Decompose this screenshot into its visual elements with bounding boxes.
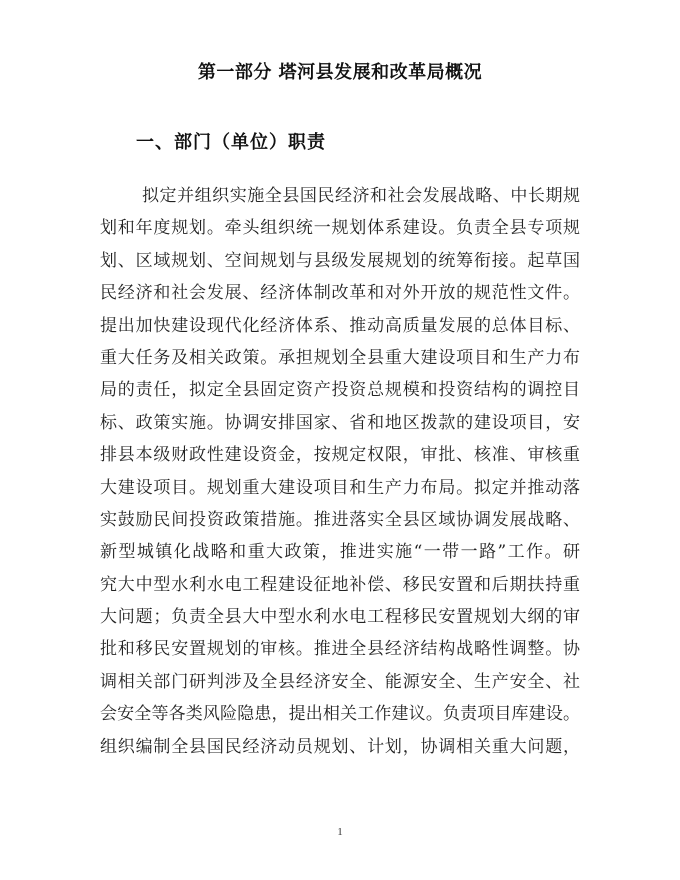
paragraph-line: 组织编制全县国民经济动员规划、计划，协调相关重大问题， <box>100 736 580 757</box>
paragraph-line: 排县本级财政性建设资金，按规定权限，审批、核准、审核重 <box>100 445 580 466</box>
paragraph-line: 实鼓励民间投资政策措施。推进落实全县区域协调发展战略、 <box>100 509 580 530</box>
page-title: 第一部分 塔河县发展和改革局概况 <box>197 62 483 83</box>
paragraph-line: 重大任务及相关政策。承担规划全县重大建设项目和生产力布 <box>100 347 580 368</box>
paragraph-line: 批和移民安置规划的审核。推进全县经济结构战略性调整。协 <box>100 639 580 660</box>
paragraph-line: 调相关部门研判涉及全县经济安全、能源安全、生产安全、社 <box>100 671 580 692</box>
page-number: 1 <box>337 826 343 838</box>
paragraph-line: 局的责任，拟定全县固定资产投资总规模和投资结构的调控目 <box>100 380 580 401</box>
paragraph-line: 究大中型水利水电工程建设征地补偿、移民安置和后期扶持重 <box>100 574 580 595</box>
paragraph-line: 划、区域规划、空间规划与县级发展规划的统筹衔接。起草国 <box>100 250 580 271</box>
paragraph-line: 大问题；负责全县大中型水利水电工程移民安置规划大纲的审 <box>100 607 580 628</box>
paragraph-line: 会安全等各类风险隐患，提出相关工作建议。负责项目库建设。 <box>100 704 580 725</box>
paragraph-line: 民经济和社会发展、经济体制改革和对外开放的规范性文件。 <box>100 283 580 304</box>
paragraph-line: 提出加快建设现代化经济体系、推动高质量发展的总体目标、 <box>100 315 580 336</box>
paragraph-line: 标、政策实施。协调安排国家、省和地区拨款的建设项目，安 <box>100 412 580 433</box>
paragraph-line: 新型城镇化战略和重大政策，推进实施“一带一路”工作。研 <box>100 542 580 563</box>
section-heading: 一、部门（单位）职责 <box>136 132 326 153</box>
paragraph-line: 大建设项目。规划重大建设项目和生产力布局。拟定并推动落 <box>100 477 580 498</box>
paragraph-line: 拟定并组织实施全县国民经济和社会发展战略、中长期规 <box>142 186 580 206</box>
body-paragraph <box>100 180 580 763</box>
paragraph-line: 划和年度规划。牵头组织统一规划体系建设。负责全县专项规 <box>100 218 580 239</box>
